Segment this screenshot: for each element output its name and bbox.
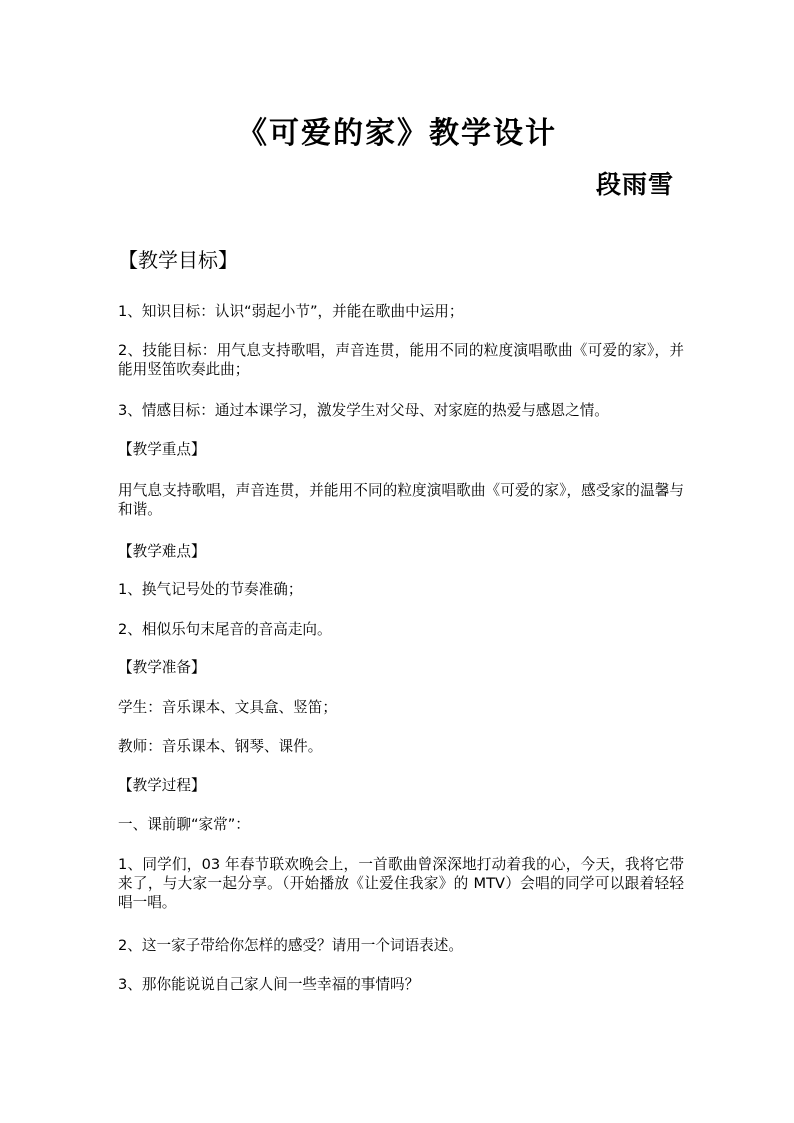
section-heading-key-points: 【教学重点】 xyxy=(118,441,206,458)
section-heading-preparation: 【教学准备】 xyxy=(118,659,206,676)
process-step-1: 1、同学们，03 年春节联欢晚会上，一首歌曲曾深深地打动着我的心，今天，我将它带来了，与大家一起分享。（开始播放《让爱住我家》的 MTV）会唱的同学可以跟着轻轻唱一唱。 xyxy=(118,856,684,911)
goal-item-2: 2、技能目标：用气息支持歌唱，声音连贯，能用不同的粒度演唱歌曲《可爱的家》，并能用竖笛吹奏此曲； xyxy=(118,342,684,378)
goal-item-1: 1、知识目标：认识“弱起小节”，并能在歌曲中运用； xyxy=(118,303,464,320)
preparation-students: 学生：音乐课本、文具盒、竖笛； xyxy=(118,699,337,716)
key-points-text: 用气息支持歌唱，声音连贯，并能用不同的粒度演唱歌曲《可爱的家》，感受家的温馨与和谐。 xyxy=(118,482,684,518)
author-name: 段雨雪 xyxy=(595,170,674,199)
preparation-teacher: 教师：音乐课本、钢琴、课件。 xyxy=(118,738,323,755)
process-part-1-heading: 一、课前聊“家常”： xyxy=(118,816,250,833)
process-step-3: 3、那你能说说自己家人间一些幸福的事情吗？ xyxy=(118,976,420,993)
section-heading-difficulties: 【教学难点】 xyxy=(118,543,206,560)
goal-item-3: 3、情感目标：通过本课学习，激发学生对父母、对家庭的热爱与感恩之情。 xyxy=(118,402,609,419)
document-title: 《可爱的家》教学设计 xyxy=(237,116,557,151)
section-heading-goals: 【教学目标】 xyxy=(118,248,238,272)
process-step-2: 2、这一家子带给你怎样的感受？请用一个词语表述。 xyxy=(118,937,463,954)
difficulty-item-1: 1、换气记号处的节奏准确； xyxy=(118,581,303,598)
section-heading-process: 【教学过程】 xyxy=(118,777,206,794)
difficulty-item-2: 2、相似乐句末尾音的音高走向。 xyxy=(118,621,332,638)
